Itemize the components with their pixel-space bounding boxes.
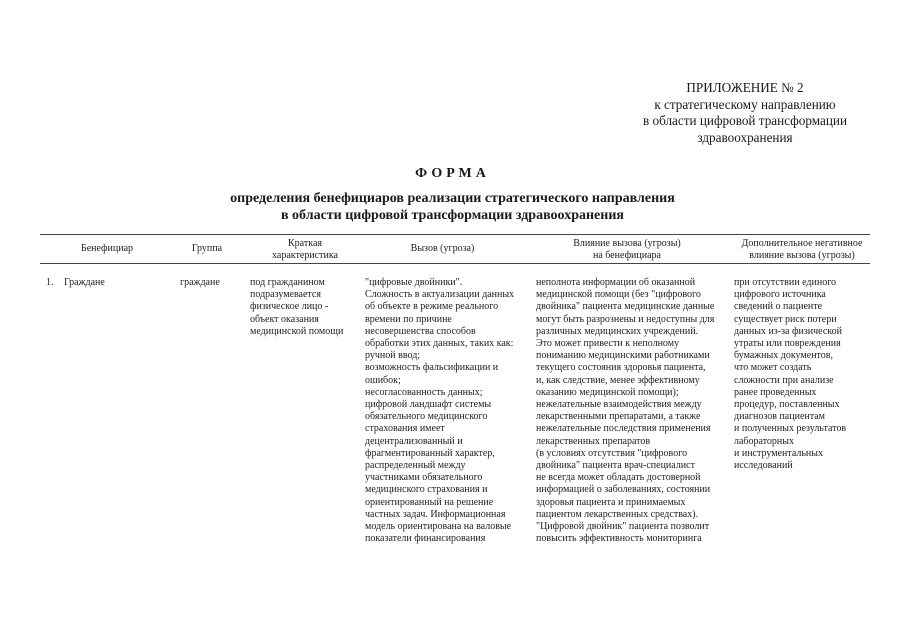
- cell-line: и полученных результатов: [734, 423, 847, 435]
- cell-line: могут быть разрознены и недоступны для: [536, 313, 715, 325]
- cell-line: Это может привести к неполному: [536, 338, 680, 350]
- header-additional: Дополнительное негативное влияние вызова (угрозы): [741, 238, 863, 261]
- cell-line: пониманию медицинскими работниками: [536, 350, 710, 362]
- cell-impact: [536, 277, 714, 545]
- cell-line: модель ориентирована на валовые: [365, 521, 512, 533]
- cell-line: информацией о заболеваниях, состоянии: [536, 484, 711, 496]
- cell-line: ранее проведенных: [734, 386, 817, 398]
- cell-line: медицинского страхования и: [365, 484, 488, 496]
- cell-line: несогласованность данных;: [365, 386, 483, 398]
- cell-line: показатели финансирования: [365, 533, 486, 545]
- cell-line: (в условиях отсутствия "цифрового: [536, 447, 688, 459]
- cell-line: процедур, поставленных: [734, 399, 840, 411]
- cell-line: физическое лицо -: [250, 301, 329, 313]
- cell-line: лекарственными препаратами, а также: [536, 411, 701, 423]
- cell-line: ориентированный на решение: [365, 496, 494, 508]
- cell-line: и, как следствие, менее эффективному: [536, 374, 700, 386]
- cell-line: частных задач. Информационная: [365, 508, 506, 520]
- cell-line: не всегда может обладать достоверной: [536, 472, 701, 484]
- table-top-rule: [40, 234, 870, 235]
- table-header-rule: [40, 263, 870, 264]
- cell-line: бумажных документов,: [734, 350, 834, 362]
- cell-line: медицинской помощи: [250, 325, 344, 337]
- cell-description: [250, 277, 343, 338]
- cell-line: распределенный между: [365, 460, 466, 472]
- cell-line: данных из-за физической: [734, 325, 842, 337]
- cell-group: граждане: [180, 277, 220, 288]
- appendix-title: ПРИЛОЖЕНИЕ № 2: [686, 80, 804, 95]
- header-beneficiary: Бенефициар: [80, 243, 134, 254]
- cell-line: двойника" пациента врач-специалист: [536, 460, 695, 472]
- cell-line: участниками обязательного: [365, 472, 483, 484]
- cell-line: диагнозов пациентам: [734, 411, 825, 423]
- cell-line: "цифровые двойники".: [365, 277, 463, 288]
- cell-line: различных медицинских учреждений.: [536, 325, 699, 337]
- cell-line: цифровой ландшафт системы: [365, 399, 492, 411]
- appendix-line: в области цифровой трансформации: [642, 113, 848, 128]
- cell-challenge: [365, 277, 514, 545]
- cell-line: нежелательные последствия применения: [536, 423, 711, 435]
- cell-line: цифрового источника: [734, 289, 826, 301]
- header-description: Краткая характеристика: [272, 238, 338, 261]
- appendix-line: здравоохранения: [697, 129, 793, 145]
- cell-line: сведений о пациенте: [734, 301, 823, 313]
- form-title: ФОРМА: [415, 166, 490, 181]
- cell-line: что может создать: [734, 362, 812, 374]
- header-impact: Влияние вызова (угрозы) на бенефициара: [573, 238, 681, 261]
- cell-line: исследований: [734, 460, 793, 472]
- cell-additional: [734, 277, 846, 472]
- appendix-block: [600, 80, 890, 146]
- cell-line: оказанию медицинской помощи);: [536, 386, 679, 398]
- cell-line: утраты или повреждения: [734, 338, 841, 350]
- cell-line: лабораторных: [734, 435, 795, 447]
- cell-line: страхования имеет: [365, 423, 445, 435]
- row-number: 1.: [46, 277, 54, 288]
- cell-line: при отсутствии единого: [734, 277, 837, 288]
- cell-line: повысить эффективность мониторинга: [536, 533, 702, 545]
- cell-line: децентрализованный и: [365, 435, 463, 447]
- cell-line: фрагментированный характер,: [365, 447, 495, 459]
- cell-line: обработки этих данных, таких как:: [365, 338, 514, 350]
- cell-line: здоровья пациента и принимаемых: [536, 496, 686, 508]
- cell-line: под гражданином: [250, 277, 325, 288]
- cell-line: текущего состояния здоровья пациента,: [536, 362, 706, 374]
- cell-line: обязательного медицинского: [365, 411, 488, 423]
- cell-line: существует риск потери: [734, 313, 837, 325]
- appendix-line: к стратегическому направлению: [654, 96, 836, 112]
- header-group: Группа: [191, 243, 223, 254]
- cell-line: неполнота информации об оказанной: [536, 277, 696, 288]
- cell-line: пациентом лекарственных средствах).: [536, 508, 699, 520]
- cell-line: медицинской помощи (без "цифрового: [536, 289, 701, 301]
- cell-line: и инструментальных: [734, 447, 823, 459]
- cell-line: ошибок;: [365, 374, 401, 386]
- form-subtitle: [0, 190, 905, 224]
- cell-line: лекарственных препаратов: [536, 435, 651, 447]
- cell-line: возможность фальсификации и: [365, 362, 499, 374]
- cell-line: сложности при анализе: [734, 374, 834, 386]
- cell-line: об объекте в режиме реального: [365, 301, 499, 313]
- cell-line: двойника" пациента медицинские данные: [536, 301, 715, 313]
- cell-beneficiary: Граждане: [64, 277, 105, 288]
- cell-line: подразумевается: [250, 289, 321, 301]
- cell-line: времени по причине: [365, 313, 452, 325]
- header-challenge: Вызов (угроза): [410, 243, 475, 254]
- cell-line: "Цифровой двойник" пациента позволит: [536, 521, 710, 533]
- cell-line: нежелательные взаимодействия между: [536, 399, 702, 411]
- cell-line: Сложность в актуализации данных: [365, 289, 515, 301]
- subtitle-line: определения бенефициаров реализации стратегического направления: [230, 191, 675, 206]
- cell-line: объект оказания: [250, 313, 319, 325]
- cell-line: ручной ввод;: [365, 350, 421, 362]
- cell-line: несовершенства способов: [365, 325, 476, 337]
- subtitle-line: в области цифровой трансформации здравоохранения: [281, 208, 624, 223]
